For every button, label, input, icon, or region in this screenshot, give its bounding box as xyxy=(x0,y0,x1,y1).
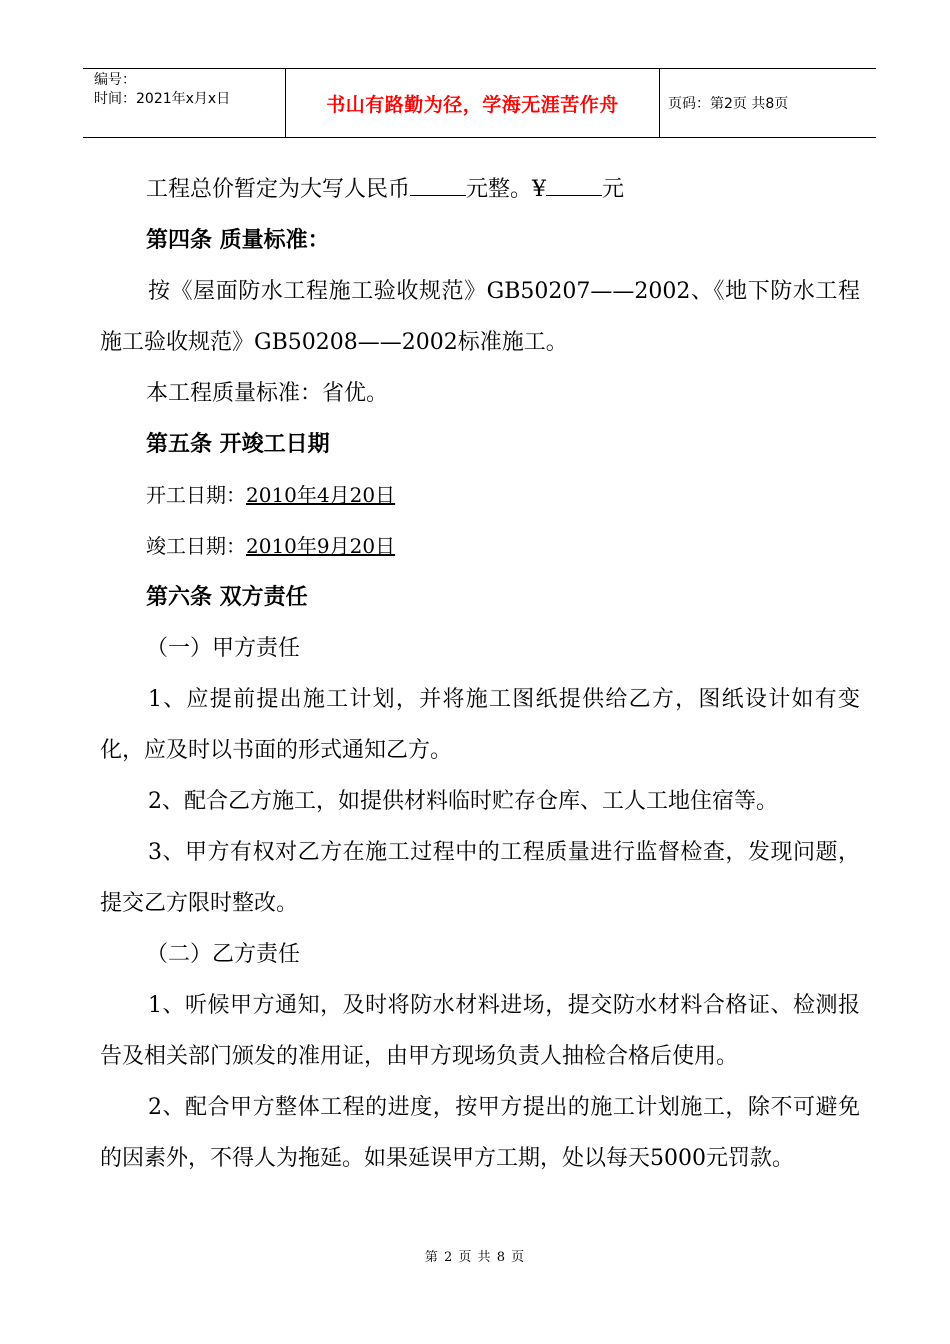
header-meta xyxy=(83,69,285,137)
document-body xyxy=(100,164,860,1184)
start-date-line xyxy=(100,470,860,521)
end-date-label: 竣工日期： xyxy=(146,534,246,558)
party-a-item-2: 2、配合乙方施工，如提供材料临时贮存仓库、工人工地住宿等。 xyxy=(148,789,778,814)
blank-field xyxy=(410,175,466,196)
party-b-item-2: 2、配合甲方整体工程的进度，按甲方提出的施工计划施工，除不可避免的因素外，不得人为拖延。如果延误甲方工期，处以每天5000元罚款。 xyxy=(100,1095,860,1171)
end-date-value: 2010年9月20日 xyxy=(246,534,396,558)
header-table xyxy=(83,68,876,138)
header-motto-cell xyxy=(285,69,660,137)
page-label: 页码：第2页 共8页 xyxy=(668,96,789,112)
party-a-item-3: 3、甲方有权对乙方在施工过程中的工程质量进行监督检查，发现问题，提交乙方限时整改。 xyxy=(100,840,860,916)
article-5-title: 第五条 开竣工日期 xyxy=(146,432,330,457)
time-label: 时间：2021年x月x日 xyxy=(94,91,231,107)
motto: 书山有路勤为径，学海无涯苦作舟 xyxy=(326,93,619,116)
total-price-line xyxy=(100,164,860,215)
party-a-heading: （一）甲方责任 xyxy=(146,636,301,661)
article-4-para-1: 按《屋面防水工程施工验收规范》GB50207——2002、《地下防水工程施工验收规范》GB50208——2002标准施工。 xyxy=(100,279,860,355)
page-footer: 第 2 页 共 8 页 xyxy=(424,1250,526,1265)
blank-field xyxy=(546,175,602,196)
party-b-item-1: 1、听候甲方通知，及时将防水材料进场，提交防水材料合格证、检测报告及相关部门颁发的准用证，由甲方现场负责人抽检合格后使用。 xyxy=(100,993,860,1069)
start-date-label: 开工日期： xyxy=(146,483,246,507)
total-price-text-3: 元 xyxy=(602,177,625,202)
start-date-value: 2010年4月20日 xyxy=(246,483,396,507)
article-6-title: 第六条 双方责任 xyxy=(146,585,308,610)
article-4-title: 第四条 质量标准： xyxy=(146,228,330,253)
article-4-para-2: 本工程质量标准：省优。 xyxy=(146,381,389,406)
total-price-text-2: 元整。¥ xyxy=(466,177,547,202)
end-date-line xyxy=(100,521,860,572)
party-b-heading: （二）乙方责任 xyxy=(146,942,301,967)
party-a-item-1: 1、应提前提出施工计划，并将施工图纸提供给乙方，图纸设计如有变化，应及时以书面的形式通知乙方。 xyxy=(100,687,860,763)
total-price-text: 工程总价暂定为大写人民币 xyxy=(146,177,411,202)
number-label: 编号： xyxy=(94,72,136,88)
